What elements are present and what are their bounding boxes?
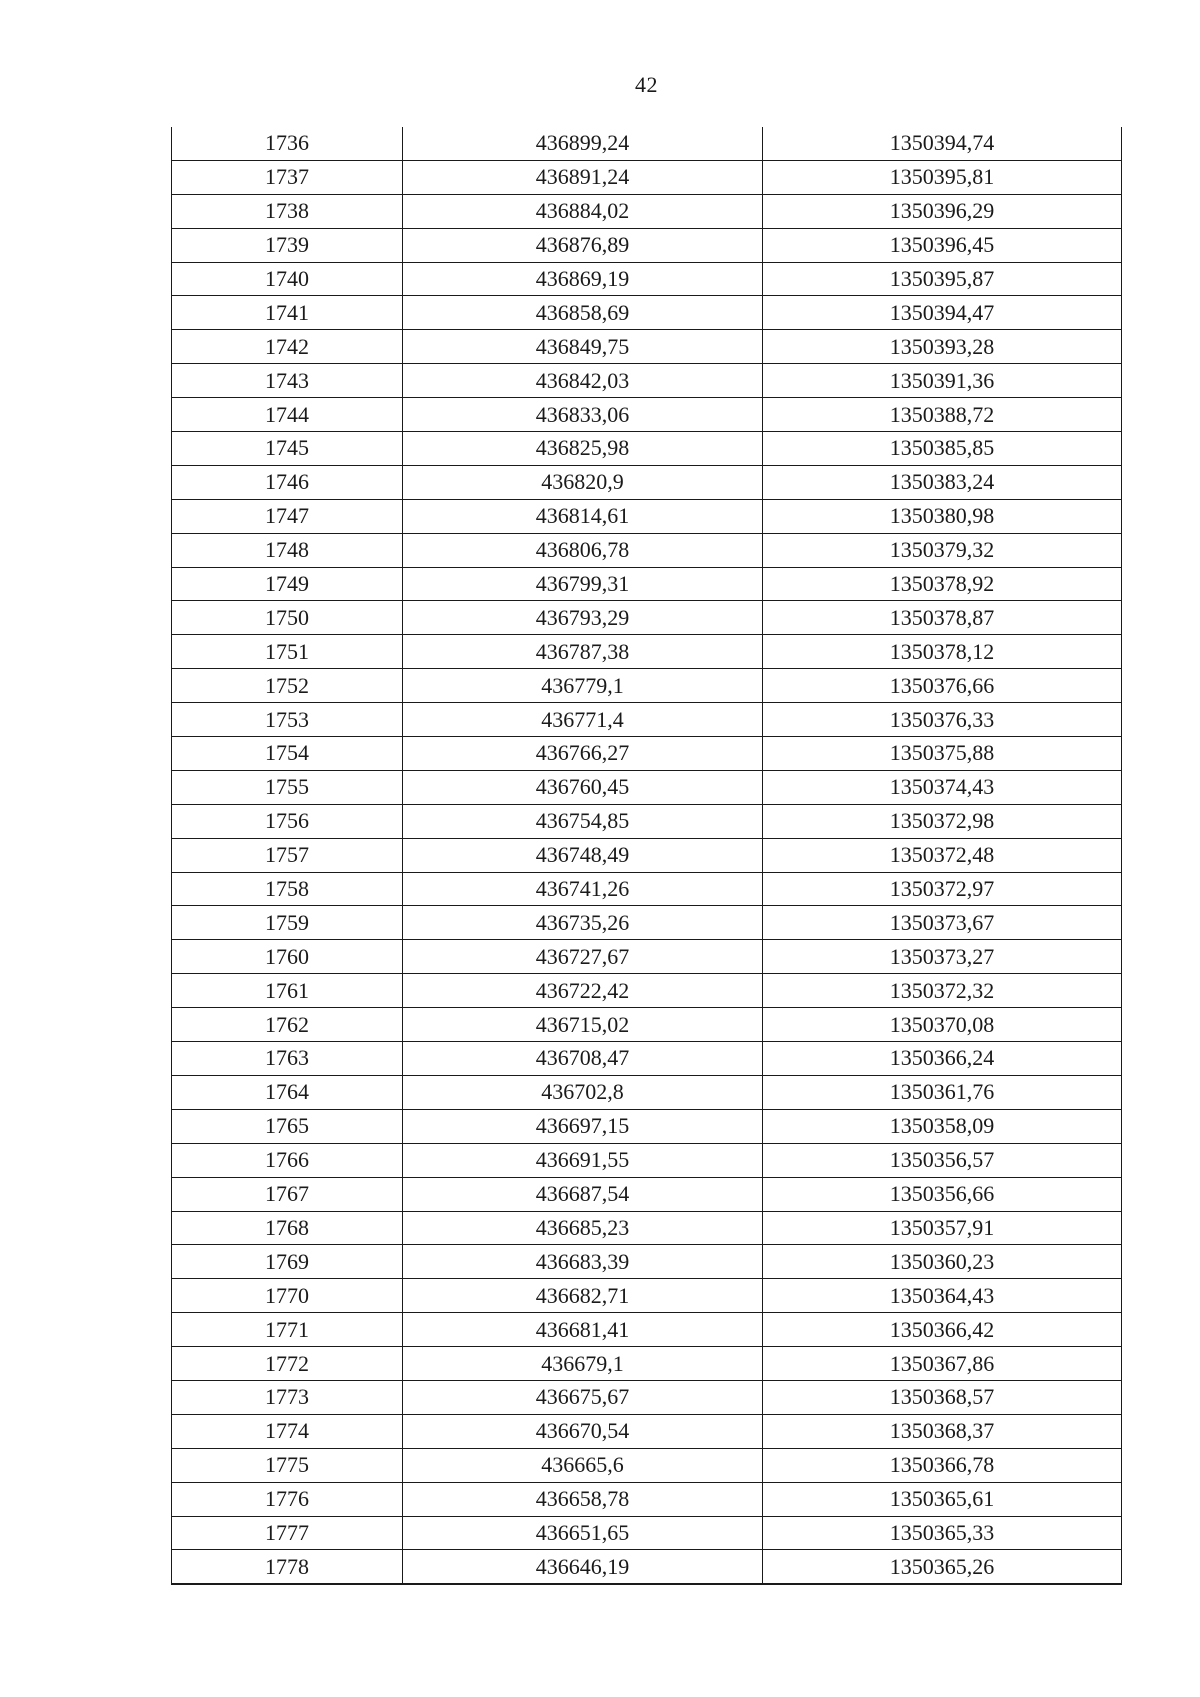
y-coordinate-cell: 1350380,98 bbox=[763, 499, 1122, 533]
x-coordinate-cell: 436825,98 bbox=[403, 432, 763, 466]
x-coordinate-cell: 436793,29 bbox=[403, 601, 763, 635]
point-number-cell: 1739 bbox=[172, 228, 403, 262]
y-coordinate-cell: 1350376,33 bbox=[763, 703, 1122, 737]
point-number-cell: 1777 bbox=[172, 1516, 403, 1550]
y-coordinate-cell: 1350361,76 bbox=[763, 1075, 1122, 1109]
y-coordinate-cell: 1350372,32 bbox=[763, 974, 1122, 1008]
point-number-cell: 1757 bbox=[172, 838, 403, 872]
x-coordinate-cell: 436722,42 bbox=[403, 974, 763, 1008]
point-number-cell: 1744 bbox=[172, 398, 403, 432]
y-coordinate-cell: 1350358,09 bbox=[763, 1109, 1122, 1143]
x-coordinate-cell: 436876,89 bbox=[403, 228, 763, 262]
y-coordinate-cell: 1350372,98 bbox=[763, 804, 1122, 838]
point-number-cell: 1737 bbox=[172, 160, 403, 194]
x-coordinate-cell: 436697,15 bbox=[403, 1109, 763, 1143]
point-number-cell: 1750 bbox=[172, 601, 403, 635]
point-number-cell: 1754 bbox=[172, 737, 403, 771]
y-coordinate-cell: 1350356,57 bbox=[763, 1143, 1122, 1177]
y-coordinate-cell: 1350396,29 bbox=[763, 194, 1122, 228]
table-row bbox=[172, 1380, 1122, 1414]
x-coordinate-cell: 436858,69 bbox=[403, 296, 763, 330]
table-row bbox=[172, 1550, 1122, 1584]
point-number-cell: 1775 bbox=[172, 1448, 403, 1482]
table-row bbox=[172, 1448, 1122, 1482]
y-coordinate-cell: 1350378,92 bbox=[763, 567, 1122, 601]
x-coordinate-cell: 436670,54 bbox=[403, 1414, 763, 1448]
table-row bbox=[172, 1245, 1122, 1279]
x-coordinate-cell: 436665,6 bbox=[403, 1448, 763, 1482]
table-row bbox=[172, 1279, 1122, 1313]
point-number-cell: 1738 bbox=[172, 194, 403, 228]
y-coordinate-cell: 1350366,42 bbox=[763, 1313, 1122, 1347]
y-coordinate-cell: 1350365,26 bbox=[763, 1550, 1122, 1584]
table-row bbox=[172, 940, 1122, 974]
table-row bbox=[172, 1177, 1122, 1211]
y-coordinate-cell: 1350383,24 bbox=[763, 465, 1122, 499]
x-coordinate-cell: 436685,23 bbox=[403, 1211, 763, 1245]
x-coordinate-cell: 436779,1 bbox=[403, 669, 763, 703]
table-row bbox=[172, 228, 1122, 262]
point-number-cell: 1740 bbox=[172, 262, 403, 296]
x-coordinate-cell: 436735,26 bbox=[403, 906, 763, 940]
point-number-cell: 1746 bbox=[172, 465, 403, 499]
x-coordinate-cell: 436799,31 bbox=[403, 567, 763, 601]
point-number-cell: 1768 bbox=[172, 1211, 403, 1245]
y-coordinate-cell: 1350374,43 bbox=[763, 770, 1122, 804]
point-number-cell: 1747 bbox=[172, 499, 403, 533]
y-coordinate-cell: 1350373,67 bbox=[763, 906, 1122, 940]
y-coordinate-cell: 1350388,72 bbox=[763, 398, 1122, 432]
point-number-cell: 1770 bbox=[172, 1279, 403, 1313]
x-coordinate-cell: 436681,41 bbox=[403, 1313, 763, 1347]
x-coordinate-cell: 436771,4 bbox=[403, 703, 763, 737]
x-coordinate-cell: 436727,67 bbox=[403, 940, 763, 974]
point-number-cell: 1769 bbox=[172, 1245, 403, 1279]
table-row bbox=[172, 1516, 1122, 1550]
y-coordinate-cell: 1350395,81 bbox=[763, 160, 1122, 194]
y-coordinate-cell: 1350393,28 bbox=[763, 330, 1122, 364]
table-row bbox=[172, 838, 1122, 872]
table-row bbox=[172, 1313, 1122, 1347]
x-coordinate-cell: 436869,19 bbox=[403, 262, 763, 296]
table-row bbox=[172, 465, 1122, 499]
table-row bbox=[172, 1008, 1122, 1042]
table-row bbox=[172, 669, 1122, 703]
table-row bbox=[172, 770, 1122, 804]
table-row bbox=[172, 974, 1122, 1008]
table-row bbox=[172, 1143, 1122, 1177]
x-coordinate-cell: 436899,24 bbox=[403, 127, 763, 160]
point-number-cell: 1761 bbox=[172, 974, 403, 1008]
table-row bbox=[172, 127, 1122, 160]
table-row bbox=[172, 432, 1122, 466]
table-row bbox=[172, 1347, 1122, 1381]
x-coordinate-cell: 436814,61 bbox=[403, 499, 763, 533]
y-coordinate-cell: 1350379,32 bbox=[763, 533, 1122, 567]
point-number-cell: 1736 bbox=[172, 127, 403, 160]
x-coordinate-cell: 436787,38 bbox=[403, 635, 763, 669]
y-coordinate-cell: 1350376,66 bbox=[763, 669, 1122, 703]
x-coordinate-cell: 436766,27 bbox=[403, 737, 763, 771]
y-coordinate-cell: 1350366,78 bbox=[763, 1448, 1122, 1482]
point-number-cell: 1755 bbox=[172, 770, 403, 804]
point-number-cell: 1760 bbox=[172, 940, 403, 974]
point-number-cell: 1756 bbox=[172, 804, 403, 838]
page-number: 42 bbox=[635, 72, 658, 97]
table-row bbox=[172, 1211, 1122, 1245]
x-coordinate-cell: 436748,49 bbox=[403, 838, 763, 872]
y-coordinate-cell: 1350394,74 bbox=[763, 127, 1122, 160]
x-coordinate-cell: 436651,65 bbox=[403, 1516, 763, 1550]
point-number-cell: 1776 bbox=[172, 1482, 403, 1516]
x-coordinate-cell: 436702,8 bbox=[403, 1075, 763, 1109]
point-number-cell: 1762 bbox=[172, 1008, 403, 1042]
table-row bbox=[172, 398, 1122, 432]
x-coordinate-cell: 436842,03 bbox=[403, 364, 763, 398]
table-row bbox=[172, 737, 1122, 771]
y-coordinate-cell: 1350378,12 bbox=[763, 635, 1122, 669]
y-coordinate-cell: 1350356,66 bbox=[763, 1177, 1122, 1211]
point-number-cell: 1753 bbox=[172, 703, 403, 737]
table-row bbox=[172, 601, 1122, 635]
y-coordinate-cell: 1350367,86 bbox=[763, 1347, 1122, 1381]
point-number-cell: 1758 bbox=[172, 872, 403, 906]
x-coordinate-cell: 436646,19 bbox=[403, 1550, 763, 1584]
table-row bbox=[172, 1109, 1122, 1143]
table-row bbox=[172, 703, 1122, 737]
point-number-cell: 1764 bbox=[172, 1075, 403, 1109]
x-coordinate-cell: 436833,06 bbox=[403, 398, 763, 432]
table-row bbox=[172, 567, 1122, 601]
point-number-cell: 1778 bbox=[172, 1550, 403, 1584]
x-coordinate-cell: 436715,02 bbox=[403, 1008, 763, 1042]
x-coordinate-cell: 436691,55 bbox=[403, 1143, 763, 1177]
table-row bbox=[172, 499, 1122, 533]
x-coordinate-cell: 436708,47 bbox=[403, 1042, 763, 1076]
point-number-cell: 1741 bbox=[172, 296, 403, 330]
table-row bbox=[172, 872, 1122, 906]
table-row bbox=[172, 1414, 1122, 1448]
table-row bbox=[172, 364, 1122, 398]
table-row bbox=[172, 906, 1122, 940]
y-coordinate-cell: 1350372,97 bbox=[763, 872, 1122, 906]
table-row bbox=[172, 160, 1122, 194]
y-coordinate-cell: 1350370,08 bbox=[763, 1008, 1122, 1042]
x-coordinate-cell: 436806,78 bbox=[403, 533, 763, 567]
x-coordinate-cell: 436675,67 bbox=[403, 1380, 763, 1414]
table-row bbox=[172, 262, 1122, 296]
table-row bbox=[172, 1482, 1122, 1516]
table-row bbox=[172, 635, 1122, 669]
x-coordinate-cell: 436849,75 bbox=[403, 330, 763, 364]
x-coordinate-cell: 436682,71 bbox=[403, 1279, 763, 1313]
y-coordinate-cell: 1350357,91 bbox=[763, 1211, 1122, 1245]
point-number-cell: 1745 bbox=[172, 432, 403, 466]
y-coordinate-cell: 1350360,23 bbox=[763, 1245, 1122, 1279]
x-coordinate-cell: 436884,02 bbox=[403, 194, 763, 228]
table-row bbox=[172, 1075, 1122, 1109]
table-row bbox=[172, 330, 1122, 364]
table-row bbox=[172, 296, 1122, 330]
table-row bbox=[172, 1042, 1122, 1076]
y-coordinate-cell: 1350365,33 bbox=[763, 1516, 1122, 1550]
point-number-cell: 1765 bbox=[172, 1109, 403, 1143]
x-coordinate-cell: 436760,45 bbox=[403, 770, 763, 804]
point-number-cell: 1743 bbox=[172, 364, 403, 398]
y-coordinate-cell: 1350368,57 bbox=[763, 1380, 1122, 1414]
y-coordinate-cell: 1350394,47 bbox=[763, 296, 1122, 330]
x-coordinate-cell: 436683,39 bbox=[403, 1245, 763, 1279]
y-coordinate-cell: 1350378,87 bbox=[763, 601, 1122, 635]
y-coordinate-cell: 1350365,61 bbox=[763, 1482, 1122, 1516]
point-number-cell: 1748 bbox=[172, 533, 403, 567]
y-coordinate-cell: 1350364,43 bbox=[763, 1279, 1122, 1313]
table-row bbox=[172, 804, 1122, 838]
point-number-cell: 1759 bbox=[172, 906, 403, 940]
x-coordinate-cell: 436741,26 bbox=[403, 872, 763, 906]
point-number-cell: 1749 bbox=[172, 567, 403, 601]
point-number-cell: 1742 bbox=[172, 330, 403, 364]
table-row bbox=[172, 533, 1122, 567]
x-coordinate-cell: 436687,54 bbox=[403, 1177, 763, 1211]
point-number-cell: 1763 bbox=[172, 1042, 403, 1076]
x-coordinate-cell: 436891,24 bbox=[403, 160, 763, 194]
point-number-cell: 1752 bbox=[172, 669, 403, 703]
point-number-cell: 1772 bbox=[172, 1347, 403, 1381]
coordinates-table bbox=[171, 127, 1122, 1585]
y-coordinate-cell: 1350391,36 bbox=[763, 364, 1122, 398]
coordinates-table-body bbox=[172, 127, 1122, 1584]
point-number-cell: 1767 bbox=[172, 1177, 403, 1211]
x-coordinate-cell: 436754,85 bbox=[403, 804, 763, 838]
point-number-cell: 1751 bbox=[172, 635, 403, 669]
y-coordinate-cell: 1350368,37 bbox=[763, 1414, 1122, 1448]
y-coordinate-cell: 1350366,24 bbox=[763, 1042, 1122, 1076]
y-coordinate-cell: 1350373,27 bbox=[763, 940, 1122, 974]
y-coordinate-cell: 1350372,48 bbox=[763, 838, 1122, 872]
x-coordinate-cell: 436679,1 bbox=[403, 1347, 763, 1381]
y-coordinate-cell: 1350395,87 bbox=[763, 262, 1122, 296]
y-coordinate-cell: 1350375,88 bbox=[763, 737, 1122, 771]
x-coordinate-cell: 436658,78 bbox=[403, 1482, 763, 1516]
point-number-cell: 1766 bbox=[172, 1143, 403, 1177]
table-row bbox=[172, 194, 1122, 228]
y-coordinate-cell: 1350385,85 bbox=[763, 432, 1122, 466]
y-coordinate-cell: 1350396,45 bbox=[763, 228, 1122, 262]
x-coordinate-cell: 436820,9 bbox=[403, 465, 763, 499]
point-number-cell: 1774 bbox=[172, 1414, 403, 1448]
point-number-cell: 1773 bbox=[172, 1380, 403, 1414]
point-number-cell: 1771 bbox=[172, 1313, 403, 1347]
